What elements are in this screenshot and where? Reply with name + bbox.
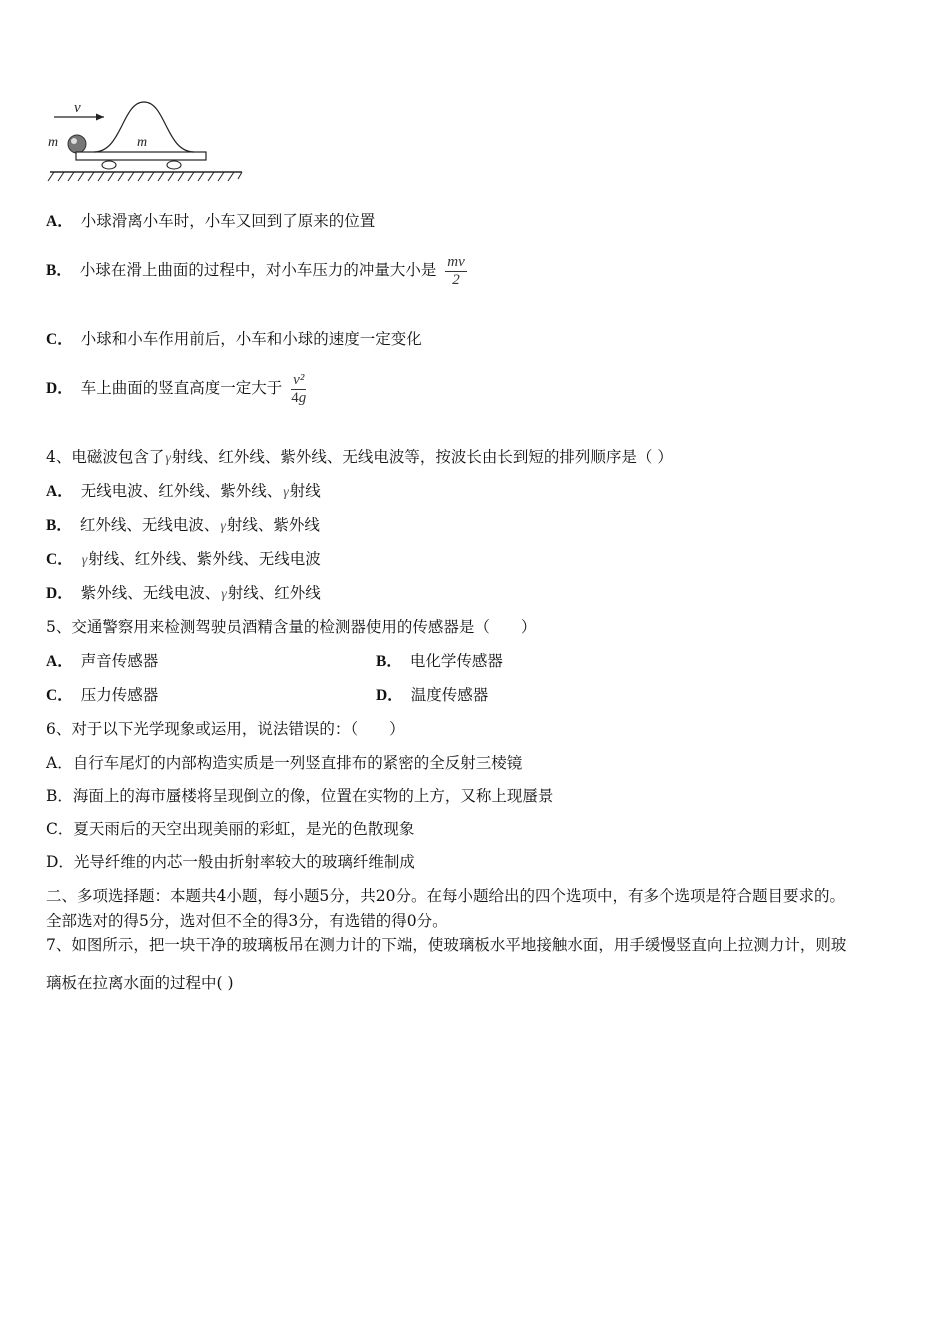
gamma-symbol: γ <box>283 485 289 500</box>
q6-stem: 6、对于以下光学现象或运用，说法错误的：（ ） <box>46 720 405 738</box>
ball <box>68 135 86 153</box>
q3-option-b <box>46 252 467 289</box>
q5-stem: 5、交通警察用来检测驾驶员酒精含量的检测器使用的传感器是（ ） <box>46 618 537 636</box>
fraction-denominator: 2 <box>452 271 460 288</box>
fraction-v2-over-4g <box>291 372 306 407</box>
fraction-numerator: mv <box>447 253 465 270</box>
fraction-numerator: v² <box>293 371 305 388</box>
option-label: D． <box>46 380 73 397</box>
q4-option-b: B． 红外线、无线电波、γ射线、紫外线 <box>46 516 320 534</box>
option-label: D． <box>46 585 73 602</box>
cart-mass-label: m <box>137 135 148 150</box>
option-label: B． <box>46 517 72 534</box>
section2-heading-line1: 二、多项选择题：本题共4小题，每小题5分，共20分。在每小题给出的四个选项中，有多个选项是符合题目要求的。 <box>46 887 845 905</box>
option-label: A． <box>46 483 73 500</box>
option-label: C． <box>46 331 73 348</box>
velocity-label: v <box>74 100 81 116</box>
q5-option-c: C． 压力传感器 <box>46 686 159 704</box>
q6-option-d: D．光导纤维的内芯一般由折射率较大的玻璃纤维制成 <box>46 853 415 871</box>
q7-stem-line2: 璃板在拉离水面的过程中( ) <box>46 974 234 992</box>
ball-mass-label: m <box>48 135 59 150</box>
gamma-symbol: γ <box>221 587 227 602</box>
option-text: 小球和小车作用前后，小车和小球的速度一定变化 <box>80 330 422 348</box>
q4-option-a: A． 无线电波、红外线、紫外线、γ射线 <box>46 482 321 500</box>
q3-option-a <box>46 211 375 232</box>
option-label: A． <box>46 213 73 230</box>
q4-option-c: C． γ射线、红外线、紫外线、无线电波 <box>46 550 321 568</box>
ball-highlight <box>71 138 77 144</box>
cart-wheel-right <box>167 161 181 169</box>
gamma-symbol: γ <box>165 451 171 466</box>
cart-wheel-left <box>102 161 116 169</box>
q4-option-d: D． 紫外线、无线电波、γ射线、红外线 <box>46 584 321 602</box>
q6-option-b: B．海面上的海市蜃楼将呈现倒立的像，位置在实物的上方，又称上现蜃景 <box>46 787 554 805</box>
q5-option-a: A． 声音传感器 <box>46 652 159 670</box>
option-text: 小球在滑上曲面的过程中，对小车压力的冲量大小是 <box>79 261 437 279</box>
velocity-arrowhead <box>96 114 104 121</box>
option-label: C． <box>46 687 73 704</box>
q6-option-a: A．自行车尾灯的内部构造实质是一列竖直排布的紧密的全反射三棱镜 <box>46 754 523 772</box>
q3-option-c <box>46 329 422 350</box>
cart-ball-figure <box>44 96 244 186</box>
option-label: B． <box>376 653 402 670</box>
fraction-denominator: 4g <box>291 389 307 406</box>
q5-option-b: B． 电化学传感器 <box>376 652 503 670</box>
option-label: C． <box>46 551 73 568</box>
q6-option-c: C．夏天雨后的天空出现美丽的彩虹，是光的色散现象 <box>46 820 415 838</box>
section2-heading-line2: 全部选对的得5分，选对但不全的得3分，有选错的得0分。 <box>46 912 448 930</box>
option-label: D． <box>376 687 403 704</box>
option-text: 车上曲面的竖直高度一定大于 <box>80 379 283 397</box>
q3-option-d <box>46 370 306 407</box>
q4-stem: 4、电磁波包含了γ射线、红外线、紫外线、无线电波等，按波长由长到短的排列顺序是（ ） <box>46 448 673 466</box>
option-label: A． <box>46 653 73 670</box>
q7-stem-line1: 7、如图所示，把一块干净的玻璃板吊在测力计的下端，使玻璃板水平地接触水面，用手缓慢竖直向上拉测力计，则玻 <box>46 936 847 954</box>
fraction-mv-over-2 <box>445 254 467 289</box>
cart-body <box>76 152 206 160</box>
ground-hatching <box>48 172 242 181</box>
option-text: 小球滑离小车时，小车又回到了原来的位置 <box>80 212 376 230</box>
gamma-symbol: γ <box>81 553 88 568</box>
option-label: B． <box>46 262 72 279</box>
gamma-symbol: γ <box>220 519 226 534</box>
q5-option-d: D． 温度传感器 <box>376 686 489 704</box>
